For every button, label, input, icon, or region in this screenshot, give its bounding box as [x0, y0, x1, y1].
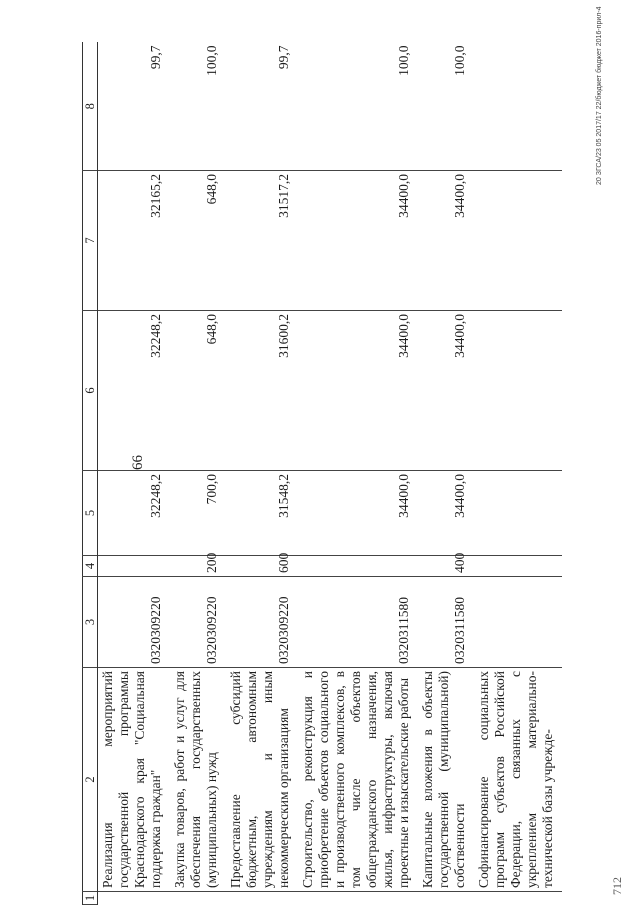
row-value-8: 100,0: [396, 45, 411, 76]
row-value-5: 32248,2: [98, 471, 171, 556]
table-row: [170, 43, 226, 905]
row-type: [298, 556, 418, 577]
row-value-7: [474, 171, 562, 311]
row-description: Закупка товаров, работ и услуг для обеспечения государственных (муниципальных) нужд: [170, 668, 226, 892]
row-code: 0320309220: [170, 577, 226, 668]
column-header: 5: [83, 471, 98, 556]
row-number-cell: [98, 892, 171, 905]
row-description: Софинансирование социальных программ субъектов Российской Федерации, связанных с укреплением материально-технической базы учрежде-: [474, 668, 562, 892]
row-type: 200: [170, 556, 226, 577]
column-header: 6: [83, 311, 98, 471]
column-header: 3: [83, 577, 98, 668]
row-number-cell: [298, 892, 418, 905]
row-number-cell: [474, 892, 562, 905]
row-value-5: 34400,0: [418, 471, 474, 556]
row-value-6: 648,0: [170, 311, 226, 471]
row-value-8: [474, 43, 562, 171]
row-value-6: 34400,0: [298, 311, 418, 471]
row-value-5: 31548,2: [226, 471, 298, 556]
table-row: [418, 43, 474, 905]
row-code: 0320309220: [226, 577, 298, 668]
column-header: 4: [83, 556, 98, 577]
table-row: [474, 43, 562, 905]
row-code: 0320309220: [98, 577, 171, 668]
row-value-5: 34400,0: [298, 471, 418, 556]
row-type: [98, 556, 171, 577]
row-value-8: 99,7: [148, 45, 163, 70]
row-number-cell: [226, 892, 298, 905]
row-description: Предоставление субсидий бюджетным, автономным учреждениям и иным некоммерческим организациям: [226, 668, 298, 892]
row-number-cell: [418, 892, 474, 905]
table-header-row: [83, 43, 98, 905]
column-header: 8: [83, 43, 98, 171]
row-description: Капитальные вложения в объекты государственной (муниципальной) собственности: [418, 668, 474, 892]
row-value-7: 32165,2: [98, 171, 171, 311]
row-value-7: 31517,2: [226, 171, 298, 311]
row-value-6: 34400,0: [418, 311, 474, 471]
row-value-7: 34400,0: [298, 171, 418, 311]
row-value-5: [474, 471, 562, 556]
row-code: 0320311580: [418, 577, 474, 668]
table-row: [226, 43, 298, 905]
row-type: 400: [418, 556, 474, 577]
column-header: 7: [83, 171, 98, 311]
row-code: 0320311580: [298, 577, 418, 668]
row-value-6: 31600,2: [226, 311, 298, 471]
row-type: 600: [226, 556, 298, 577]
table-row: [298, 43, 418, 905]
row-value-6: [474, 311, 562, 471]
row-value-5: 700,0: [170, 471, 226, 556]
table-row: [98, 43, 171, 905]
row-value-7: 648,0: [170, 171, 226, 311]
row-type: [474, 556, 562, 577]
row-value-6: 32248,2: [98, 311, 171, 471]
row-value-8: 99,7: [276, 45, 291, 70]
budget-table: [82, 43, 562, 905]
column-header: 2: [83, 668, 98, 892]
row-code: [474, 577, 562, 668]
file-reference: 20 ЗГСА/23 05 2017/17 22/бюджет бюджет 2016-прил-4: [596, 6, 603, 185]
row-value-8: 100,0: [452, 45, 467, 76]
page-id: 712: [610, 877, 624, 895]
row-number-cell: [170, 892, 226, 905]
row-description: Реализация мероприятий государственной программы Краснодарского края "Социальная поддержка граждан": [98, 668, 171, 892]
row-description: Строительство, реконструкция и приобретение объектов социального и производственного комплексов, в том числе объектов общегражданского назначения, жилья, инфраструктуры, включая проектные и изыскательские работы: [298, 668, 418, 892]
row-value-7: 34400,0: [418, 171, 474, 311]
row-value-8: 100,0: [204, 45, 219, 76]
page-number: 66: [130, 455, 146, 470]
column-header: 1: [83, 892, 98, 905]
